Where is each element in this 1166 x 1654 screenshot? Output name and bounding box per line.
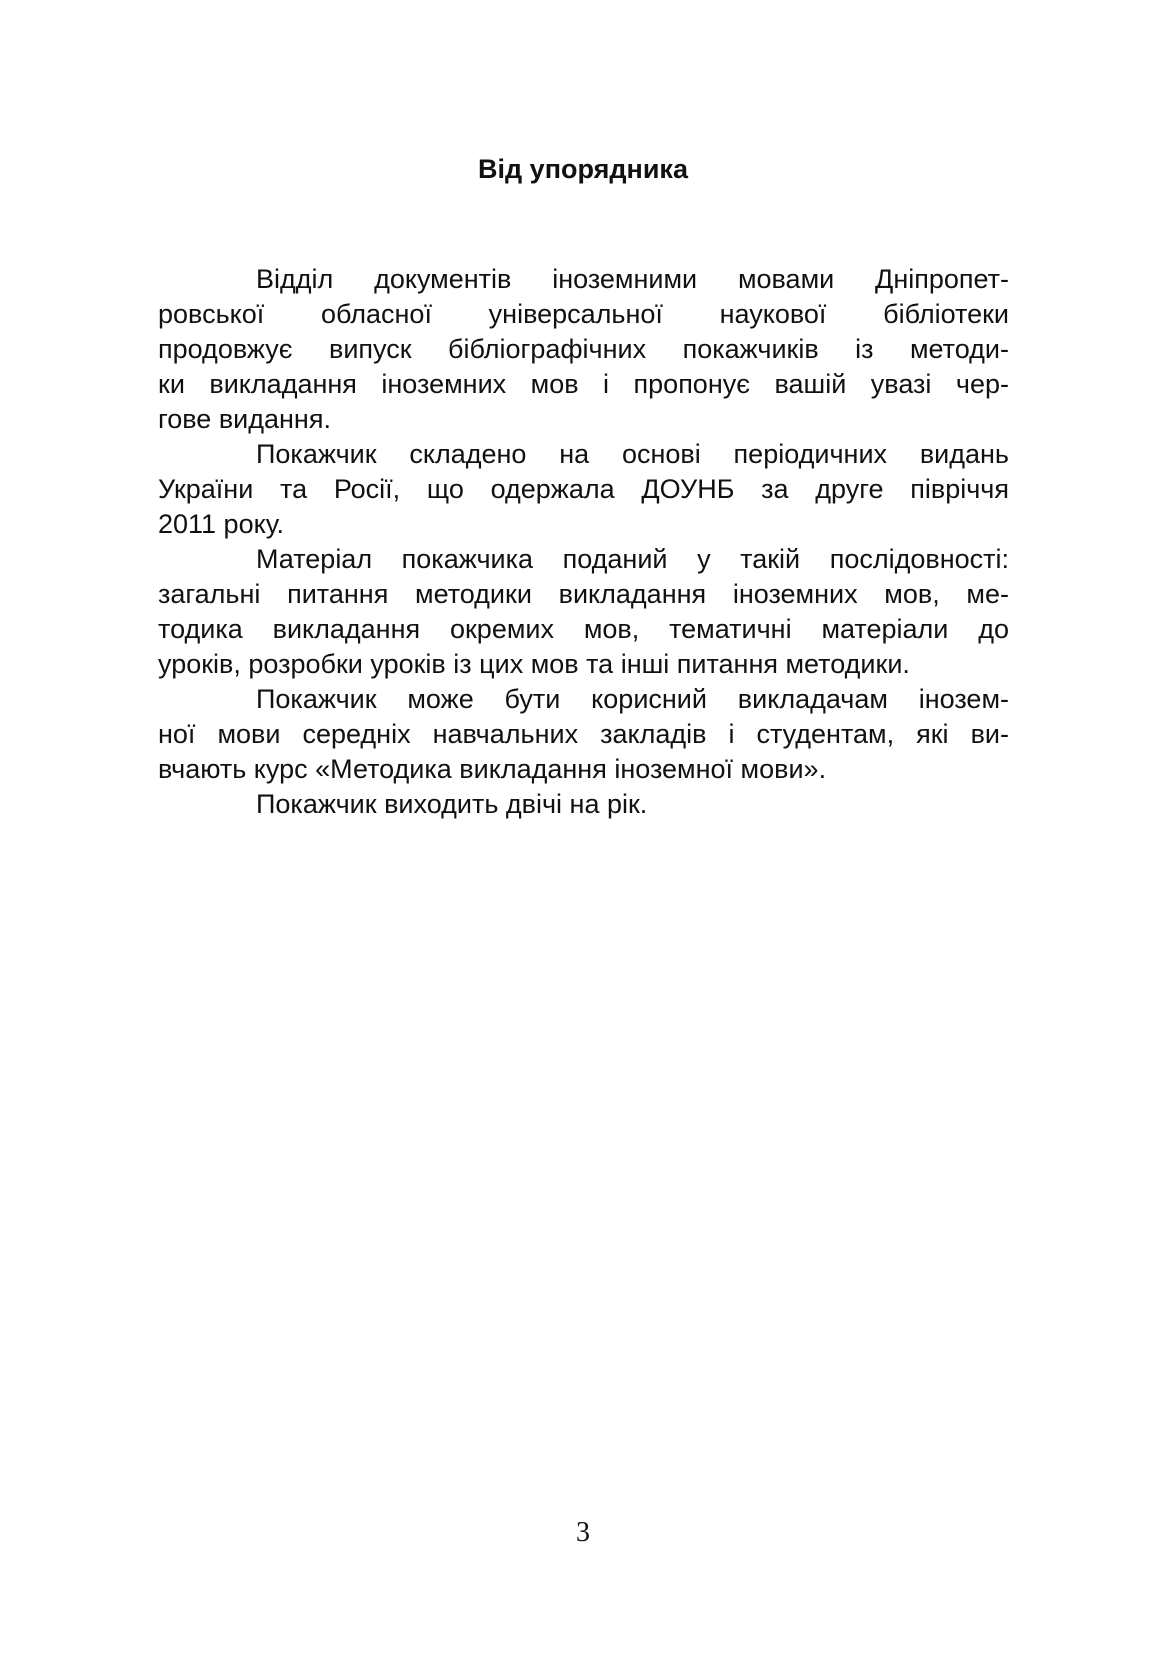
text-line: продовжує випуск бібліографічних покажчиків із методи-: [158, 334, 1009, 364]
paragraph-1: [158, 262, 1009, 437]
text-line: ровської обласної універсальної наукової бібліотеки: [158, 299, 1009, 329]
text-line: гове видання.: [158, 404, 331, 434]
text-line: Покажчик може бути корисний викладачам інозем-: [256, 684, 1009, 714]
text-line: уроків, розробки уроків із цих мов та інші питання методики.: [158, 649, 910, 679]
text-line: Покажчик виходить двічі на рік.: [256, 789, 648, 819]
paragraph-2: [158, 437, 1009, 542]
text-line: тодика викладання окремих мов, тематичні матеріали до: [158, 614, 1009, 644]
paragraph-3: [158, 542, 1009, 682]
paragraph-5: [158, 787, 1009, 822]
text-line: 2011 року.: [158, 509, 285, 539]
text-line: загальні питання методики викладання іноземних мов, ме-: [158, 579, 1009, 609]
paragraph-4: [158, 682, 1009, 787]
body-text: [158, 262, 1009, 822]
text-line: Покажчик складено на основі періодичних видань: [256, 439, 1009, 469]
text-line: ки викладання іноземних мов і пропонує вашій увазі чер-: [158, 369, 1009, 399]
text-line: Матеріал покажчика поданий у такій послідовності:: [256, 544, 1009, 574]
text-line: України та Росії, що одержала ДОУНБ за друге півріччя: [158, 474, 1009, 504]
page-number: 3: [576, 1517, 590, 1548]
text-line: ної мови середніх навчальних закладів і студентам, які ви-: [158, 719, 1009, 749]
page-title: Від упорядника: [478, 154, 688, 184]
text-line: Відділ документів іноземними мовами Дніпропет-: [256, 264, 1009, 294]
text-line: вчають курс «Методика викладання іноземної мови».: [158, 754, 827, 784]
